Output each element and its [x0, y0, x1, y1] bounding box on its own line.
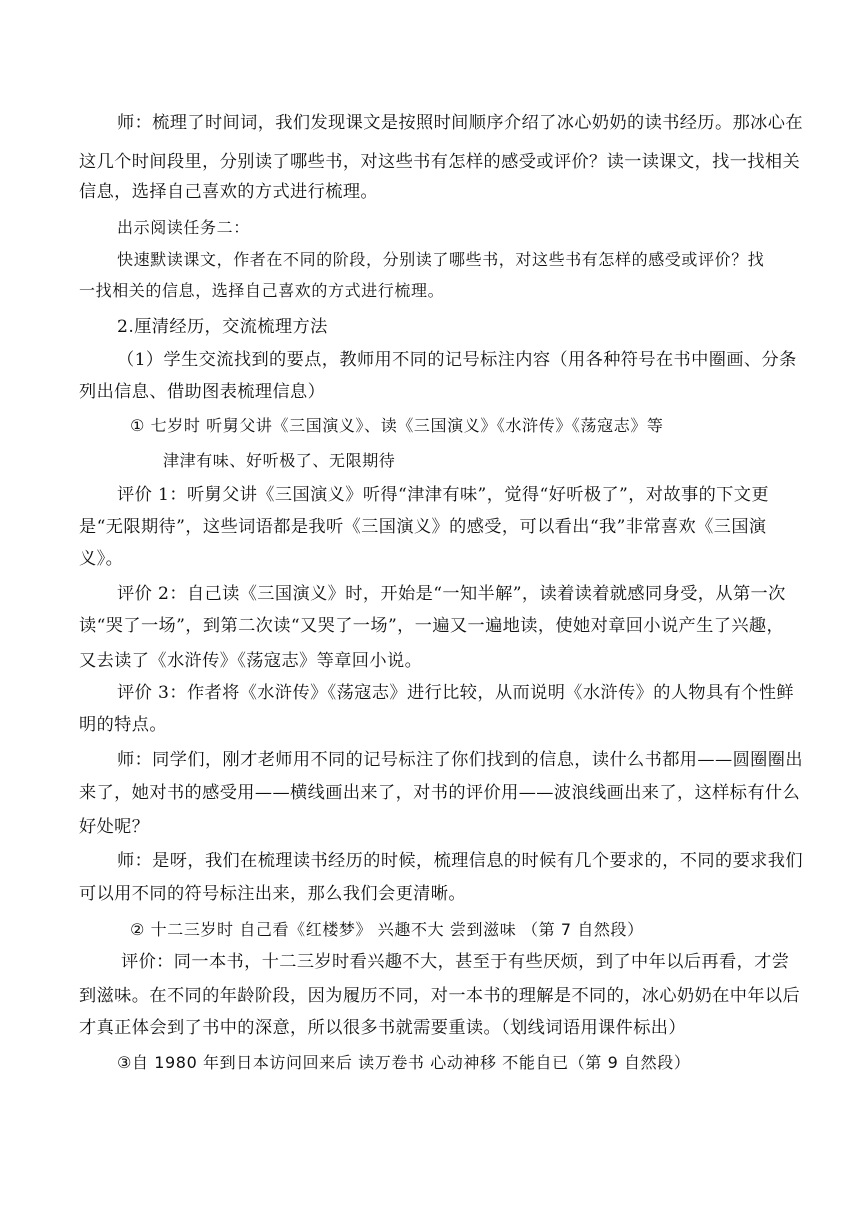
eval-item2-line2: 到滋味。在不同的年龄阶段，因为履历不同，对一本书的理解是不同的，冰心奶奶在中年以后 — [79, 986, 801, 1006]
eval3-line1: 评价 3：作者将《水浒传》《荡寇志》进行比较，从而说明《水浒传》的人物具有个性鲜 — [117, 683, 794, 703]
item1-line1: ① 七岁时 听舅父讲《三国演义》、读《三国演义》《水浒传》《荡寇志》等 — [130, 416, 664, 435]
paragraph-teacher-intro-line3: 信息，选择自己喜欢的方式进行梳理。 — [79, 182, 378, 202]
task-text-line2: 一找相关的信息，选择自己喜欢的方式进行梳理。 — [79, 281, 445, 300]
eval3-line2: 明的特点。 — [79, 715, 167, 735]
eval1-line3: 义》。 — [79, 549, 124, 569]
task-text-line1: 快速默读课文，作者在不同的阶段，分别读了哪些书，对这些书有怎样的感受或评价？找 — [117, 250, 765, 269]
section-heading: 2.厘清经历，交流梳理方法 — [117, 317, 328, 337]
eval-item2-line1: 评价：同一本书，十二三岁时看兴趣不大，甚至于有些厌烦，到了中年以后再看，才尝 — [121, 952, 790, 972]
teacher-question-line1: 师：同学们，刚才老师用不同的记号标注了你们找到的信息，读什么书都用——圆圈圈出 — [117, 750, 803, 770]
item1-line2: 津津有味、好听极了、无限期待 — [163, 451, 396, 470]
paragraph-sub1-line1: （1）学生交流找到的要点，教师用不同的记号标注内容（用各种符号在书中圈画、分条 — [117, 350, 797, 370]
eval1-line1: 评价 1：听舅父讲《三国演义》听得“津津有味”，觉得“好听极了”，对故事的下文更 — [117, 485, 769, 505]
teacher-question-line2: 来了，她对书的感受用——横线画出来了，对书的评价用——波浪线画出来了，这样标有什么 — [79, 783, 801, 803]
teacher-question-line3: 好处呢？ — [79, 817, 150, 837]
teacher-answer-line1: 师：是呀，我们在梳理读书经历的时候，梳理信息的时候有几个要求的，不同的要求我们 — [117, 851, 803, 871]
teacher-answer-line2: 可以用不同的符号标注出来，那么我们会更清晰。 — [79, 884, 466, 904]
eval2-line1: 评价 2：自己读《三国演义》时，开始是“一知半解”，读着读着就感同身受，从第一次 — [117, 584, 786, 604]
item3-line: ③自 1980 年到日本访问回来后 读万卷书 心动神移 不能自已（第 9 自然段） — [117, 1053, 691, 1072]
paragraph-teacher-intro-line1: 师：梳理了时间词，我们发现课文是按照时间顺序介绍了冰心奶奶的读书经历。那冰心在 — [117, 113, 803, 133]
eval-item2-line3: 才真正体会到了书中的深意，所以很多书就需要重读。（划线词语用课件标出） — [79, 1018, 686, 1038]
item2-line: ② 十二三岁时 自己看《红楼梦》 兴趣不大 尝到滋味 （第 7 自然段） — [130, 920, 644, 939]
eval2-line2: 读“哭了一场”，到第二次读“又哭了一场”，一遍又一遍地读，使她对章回小说产生了兴趣， — [79, 616, 785, 636]
task-heading: 出示阅读任务二： — [117, 218, 250, 237]
paragraph-teacher-intro-line2: 这几个时间段里，分别读了哪些书，对这些书有怎样的感受或评价？读一读课文，找一找相关 — [79, 152, 801, 172]
eval2-line3: 又去读了《水浒传》《荡寇志》等章回小说。 — [79, 651, 423, 671]
eval1-line2: 是“无限期待”，这些词语都是我听《三国演义》的感受，可以看出“我”非常喜欢《三国演 — [79, 517, 767, 537]
paragraph-sub1-line2: 列出信息、借助图表梳理信息） — [79, 382, 326, 402]
